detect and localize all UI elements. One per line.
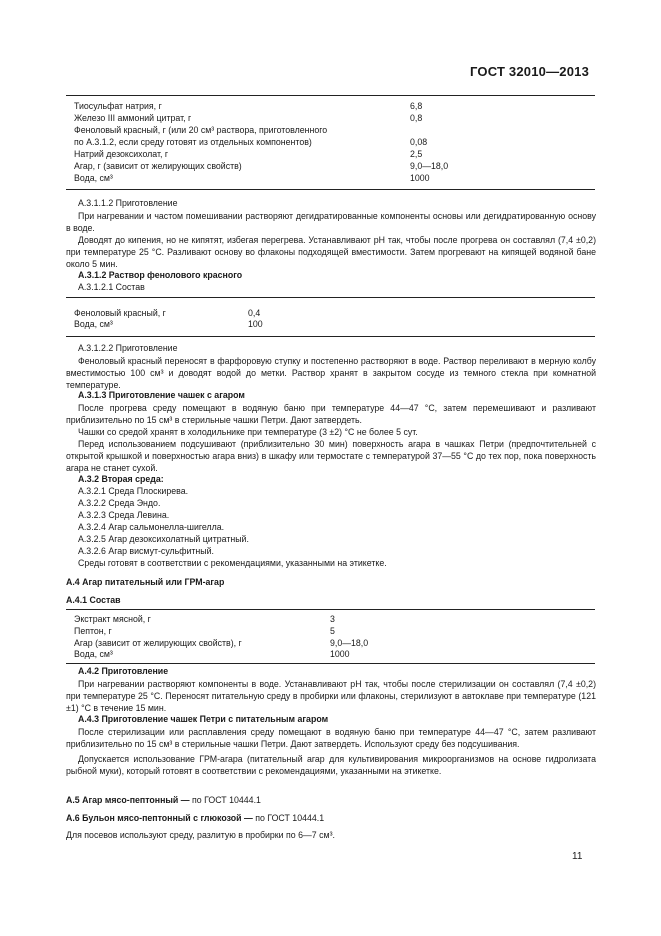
section-label: А.6 Бульон мясо-пептонный с глюкозой —: [66, 813, 253, 823]
table-row-value: 0,4: [248, 308, 261, 318]
section-heading: А.3.1.1.2 Приготовление: [78, 198, 178, 208]
table-row-name: Феноловый красный, г: [74, 308, 166, 318]
section-line: [66, 795, 261, 806]
paragraph-text: Допускается использование ГРМ-агара (питательный агар для культивирования микроорганизмов на основе гидролизата рыбной муки), который готовят в соответствии с рекомендациями, указанными на этикетке.: [66, 754, 596, 776]
table-row-name: Агар (зависит от желирующих свойств), г: [74, 638, 242, 648]
paragraph-text: Чашки со средой хранят в холодильнике при температуре (3 ±2) °С не более 5 сут.: [78, 427, 418, 437]
list-item: А.3.2.2 Среда Эндо.: [78, 498, 161, 508]
table-row-value: 9,0—18,0: [330, 638, 369, 648]
paragraph-text: Доводят до кипения, но не кипятят, избегая перегрева. Устанавливают рН так, чтобы после прогрева он составлял (7,4 ±0,2) при температуре 25 °С. Разливают основу во флаконы подходящей вместимости. Затем прогревают на кипящей водяной бане около 5 мин.: [66, 235, 596, 269]
paragraph: [66, 726, 596, 777]
paragraph: [66, 402, 596, 474]
section-subheading: А.4.1 Состав: [66, 595, 121, 605]
section-heading: А.4.3 Приготовление чашек Петри с питательным агаром: [78, 714, 329, 724]
list-item: А.3.2.3 Среда Левина.: [78, 510, 170, 520]
table-row-value: 3: [330, 614, 335, 624]
section-heading: А.3.2 Вторая среда:: [78, 474, 164, 484]
table-row-name: Натрий дезоксихолат, г: [74, 149, 169, 159]
section-heading: А.3.1.2 Раствор фенолового красного: [78, 270, 243, 280]
table-row-name: Феноловый красный, г (или 20 см³ раствора, приготовленного: [74, 125, 328, 135]
paragraph: [66, 210, 596, 270]
section-label: А.5 Агар мясо-пептонный —: [66, 795, 190, 805]
paragraph-text: Для посевов используют среду, разлитую в пробирки по 6—7 см³.: [66, 830, 335, 840]
table-row-name: Агар, г (зависит от желирующих свойств): [74, 161, 242, 171]
paragraph-text: После прогрева среду помещают в водяную баню при температуре 44—47 °С, затем перемешивают и разливают приблизительно по 15 см³ в стерильные чашки Петри. Дают затвердеть.: [66, 403, 596, 425]
page-number: 11: [572, 851, 583, 862]
section-heading: А.4.2 Приготовление: [78, 666, 169, 676]
table-row-name: Вода, см³: [74, 319, 113, 329]
paragraph-text: После стерилизации или расплавления среду помещают в водяную баню при температуре 44—47 °С, затем разливают приблизительно по 15 см³ в стерильные чашки Петри. Дают затвердеть. Используют среду без подсушивания.: [66, 727, 596, 749]
table-row-name: по А.3.1.2, если среду готовят из отдельных компонентов): [74, 137, 312, 147]
paragraph-text: Феноловый красный переносят в фарфоровую ступку и постепенно растворяют в воде. Раствор переливают в мерную колбу вместимостью 100 см³ и доводят водой до метки. Раствор хранят в закрытом сосуде из темного стекла при комнатной температуре.: [66, 356, 596, 390]
table-row-value: 1000: [330, 649, 350, 659]
section-line: [66, 813, 324, 824]
section-heading: А.4 Агар питательный или ГРМ-агар: [66, 577, 225, 587]
table-row-value: 0,08: [410, 137, 428, 147]
document-header: ГОСТ 32010—2013: [470, 64, 589, 79]
section-reference: по ГОСТ 10444.1: [252, 813, 325, 823]
paragraph: [66, 355, 596, 391]
table-row-value: 2,5: [410, 149, 423, 159]
table-row-name: Пептон, г: [74, 626, 112, 636]
section-heading: А.3.1.2.2 Приготовление: [78, 343, 178, 353]
section-reference: по ГОСТ 10444.1: [189, 795, 261, 805]
table-row-name: Экстракт мясной, г: [74, 614, 151, 624]
paragraph-text: При нагревании и частом помешивании растворяют дегидратированные компоненты основы или дегидратированную основу в воде.: [66, 211, 596, 233]
table-row-value: 1000: [410, 173, 430, 183]
table-row-name: Вода, см³: [74, 173, 113, 183]
section-subheading: А.3.1.2.1 Состав: [78, 282, 145, 292]
paragraph-text: Среды готовят в соответствии с рекомендациями, указанными на этикетке.: [78, 558, 387, 568]
list-item: А.3.2.5 Агар дезоксихолатный цитратный.: [78, 534, 249, 544]
paragraph: [66, 678, 596, 714]
composition-table-3: [66, 609, 595, 664]
table-row-value: 6,8: [410, 101, 423, 111]
table-row-value: 9,0—18,0: [410, 161, 449, 171]
list-item: А.3.2.6 Агар висмут-сульфитный.: [78, 546, 214, 556]
list-item: А.3.2.1 Среда Плоскирева.: [78, 486, 189, 496]
composition-table-1: [66, 95, 595, 190]
table-row-value: 0,8: [410, 113, 423, 123]
composition-table-2: [66, 297, 595, 337]
table-row-name: Вода, см³: [74, 649, 113, 659]
table-row-value: 100: [248, 319, 263, 329]
table-row-name: Железо III аммоний цитрат, г: [74, 113, 192, 123]
section-heading: А.3.1.3 Приготовление чашек с агаром: [78, 390, 245, 400]
table-row-value: 5: [330, 626, 335, 636]
paragraph-text: При нагревании растворяют компоненты в воде. Устанавливают рН так, чтобы после стерилизации он составлял (7,4 ±0,2) при температуре 25 °С. Переносят питательную среду в пробирки или флаконы, стерилизуют в автоклаве при температуре (121 ±1) °С в течение 15 мин.: [66, 679, 596, 713]
table-row-name: Тиосульфат натрия, г: [74, 101, 162, 111]
paragraph-text: Перед использованием подсушивают (приблизительно 30 мин) поверхность агара в чашках Петри (предпочтительней с открытой крышкой и поверхностью агара вниз) в шкафу или термостате с температурой 37—55 °С до тех пор, пока поверхность агара не станет сухой.: [66, 439, 596, 473]
list-item: А.3.2.4 Агар сальмонелла-шигелла.: [78, 522, 225, 532]
